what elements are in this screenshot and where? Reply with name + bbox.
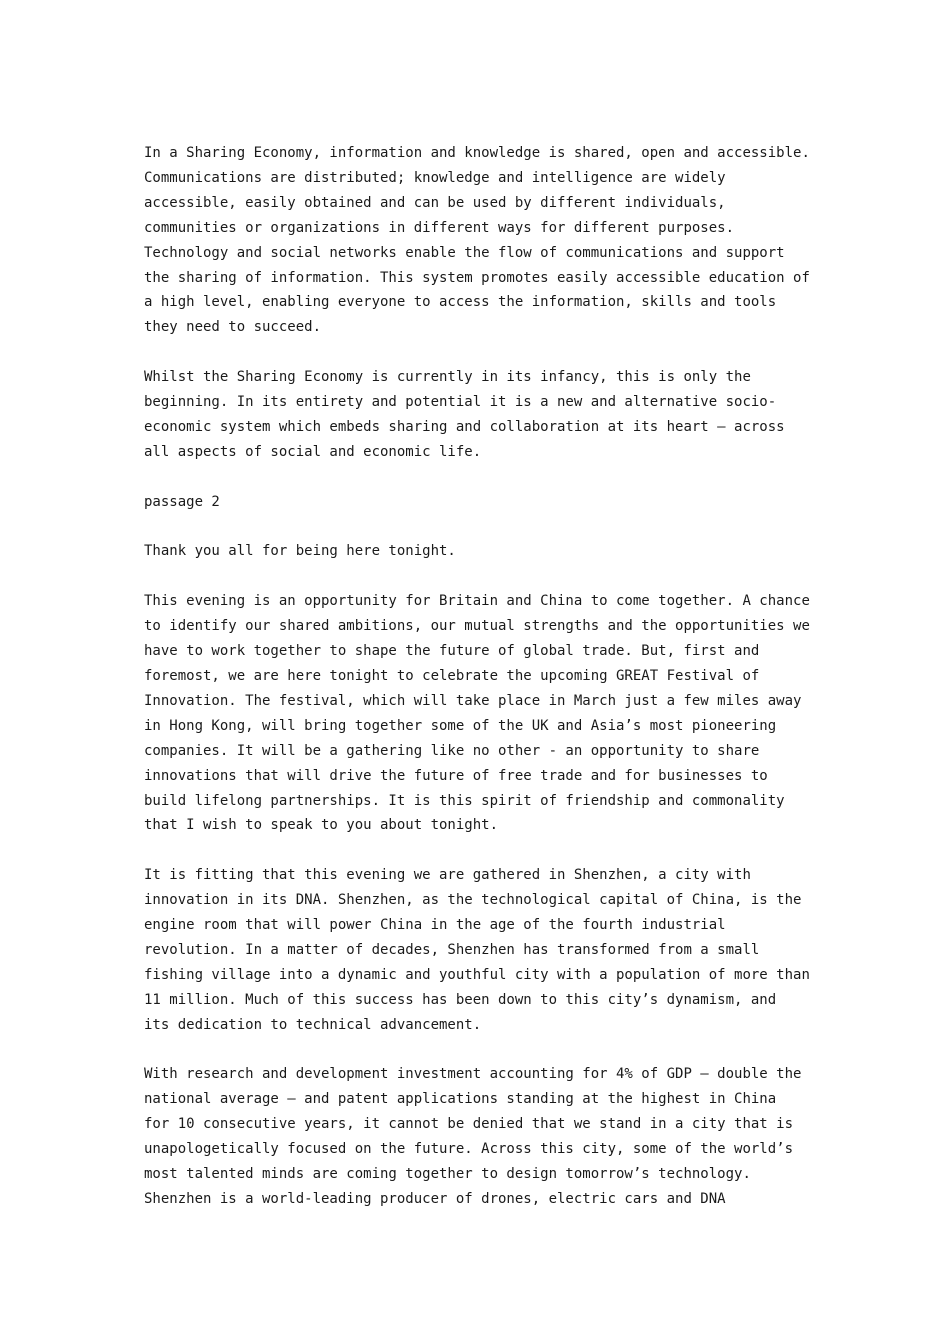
text-line: 11 million. Much of this success has been down to this city’s dynamism, and (144, 991, 777, 1008)
text-line: economic system which embeds sharing and collaboration at its heart – across (144, 418, 785, 435)
text-line: to identify our shared ambitions, our mutual strengths and the opportunities we (144, 618, 810, 635)
text-line: they need to succeed. (144, 319, 322, 336)
text-line: that I wish to speak to you about tonight. (144, 817, 499, 834)
text-line: fishing village into a dynamic and youthful city with a population of more than (144, 966, 810, 983)
text-line: all aspects of social and economic life. (144, 443, 482, 460)
text-line: its dedication to technical advancement. (144, 1016, 482, 1033)
text-line: national average – and patent applications standing at the highest in China (144, 1091, 777, 1108)
paragraph (144, 141, 824, 340)
paragraph (144, 863, 824, 1037)
paragraph (144, 490, 824, 515)
text-line: companies. It will be a gathering like no other - an opportunity to share (144, 742, 760, 759)
text-line: most talented minds are coming together to design tomorrow’s technology. (144, 1166, 751, 1183)
text-line: build lifelong partnerships. It is this spirit of friendship and commonality (144, 792, 785, 809)
text-line: This evening is an opportunity for Britain and China to come together. A chance (144, 593, 810, 610)
paragraph (144, 365, 824, 465)
text-line: foremost, we are here tonight to celebrate the upcoming GREAT Festival of (144, 667, 760, 684)
text-line: a high level, enabling everyone to access the information, skills and tools (144, 294, 777, 311)
text-line: revolution. In a matter of decades, Shenzhen has transformed from a small (144, 941, 760, 958)
text-line: With research and development investment accounting for 4% of GDP – double the (144, 1066, 802, 1083)
text-line: Technology and social networks enable the flow of communications and support (144, 244, 785, 261)
text-line: Shenzhen is a world-leading producer of drones, electric cars and DNA (144, 1190, 726, 1207)
text-line: Communications are distributed; knowledge and intelligence are widely (144, 169, 726, 186)
text-line: innovations that will drive the future of free trade and for businesses to (144, 767, 768, 784)
text-line: Innovation. The festival, which will take place in March just a few miles away (144, 692, 802, 709)
paragraph (144, 1062, 824, 1211)
text-line: for 10 consecutive years, it cannot be denied that we stand in a city that is (144, 1116, 794, 1133)
text-line: Thank you all for being here tonight. (144, 543, 456, 560)
text-line: Whilst the Sharing Economy is currently in its infancy, this is only the (144, 369, 751, 386)
text-line: engine room that will power China in the age of the fourth industrial (144, 917, 726, 934)
text-line: the sharing of information. This system promotes easily accessible education of (144, 269, 810, 286)
text-line: In a Sharing Economy, information and knowledge is shared, open and accessible. (144, 145, 810, 161)
paragraph (144, 589, 824, 838)
text-line: accessible, easily obtained and can be used by different individuals, (144, 194, 726, 211)
text-line: in Hong Kong, will bring together some of the UK and Asia’s most pioneering (144, 717, 777, 734)
text-line: It is fitting that this evening we are gathered in Shenzhen, a city with (144, 867, 751, 884)
text-line: beginning. In its entirety and potential it is a new and alternative socio- (144, 394, 777, 411)
text-line: communities or organizations in different ways for different purposes. (144, 219, 735, 236)
text-line: innovation in its DNA. Shenzhen, as the technological capital of China, is the (144, 892, 802, 909)
document-body (144, 141, 824, 1237)
paragraph (144, 539, 824, 564)
text-line: have to work together to shape the future of global trade. But, first and (144, 643, 760, 660)
text-line: unapologetically focused on the future. Across this city, some of the world’s (144, 1141, 794, 1158)
text-line: passage 2 (144, 493, 220, 510)
